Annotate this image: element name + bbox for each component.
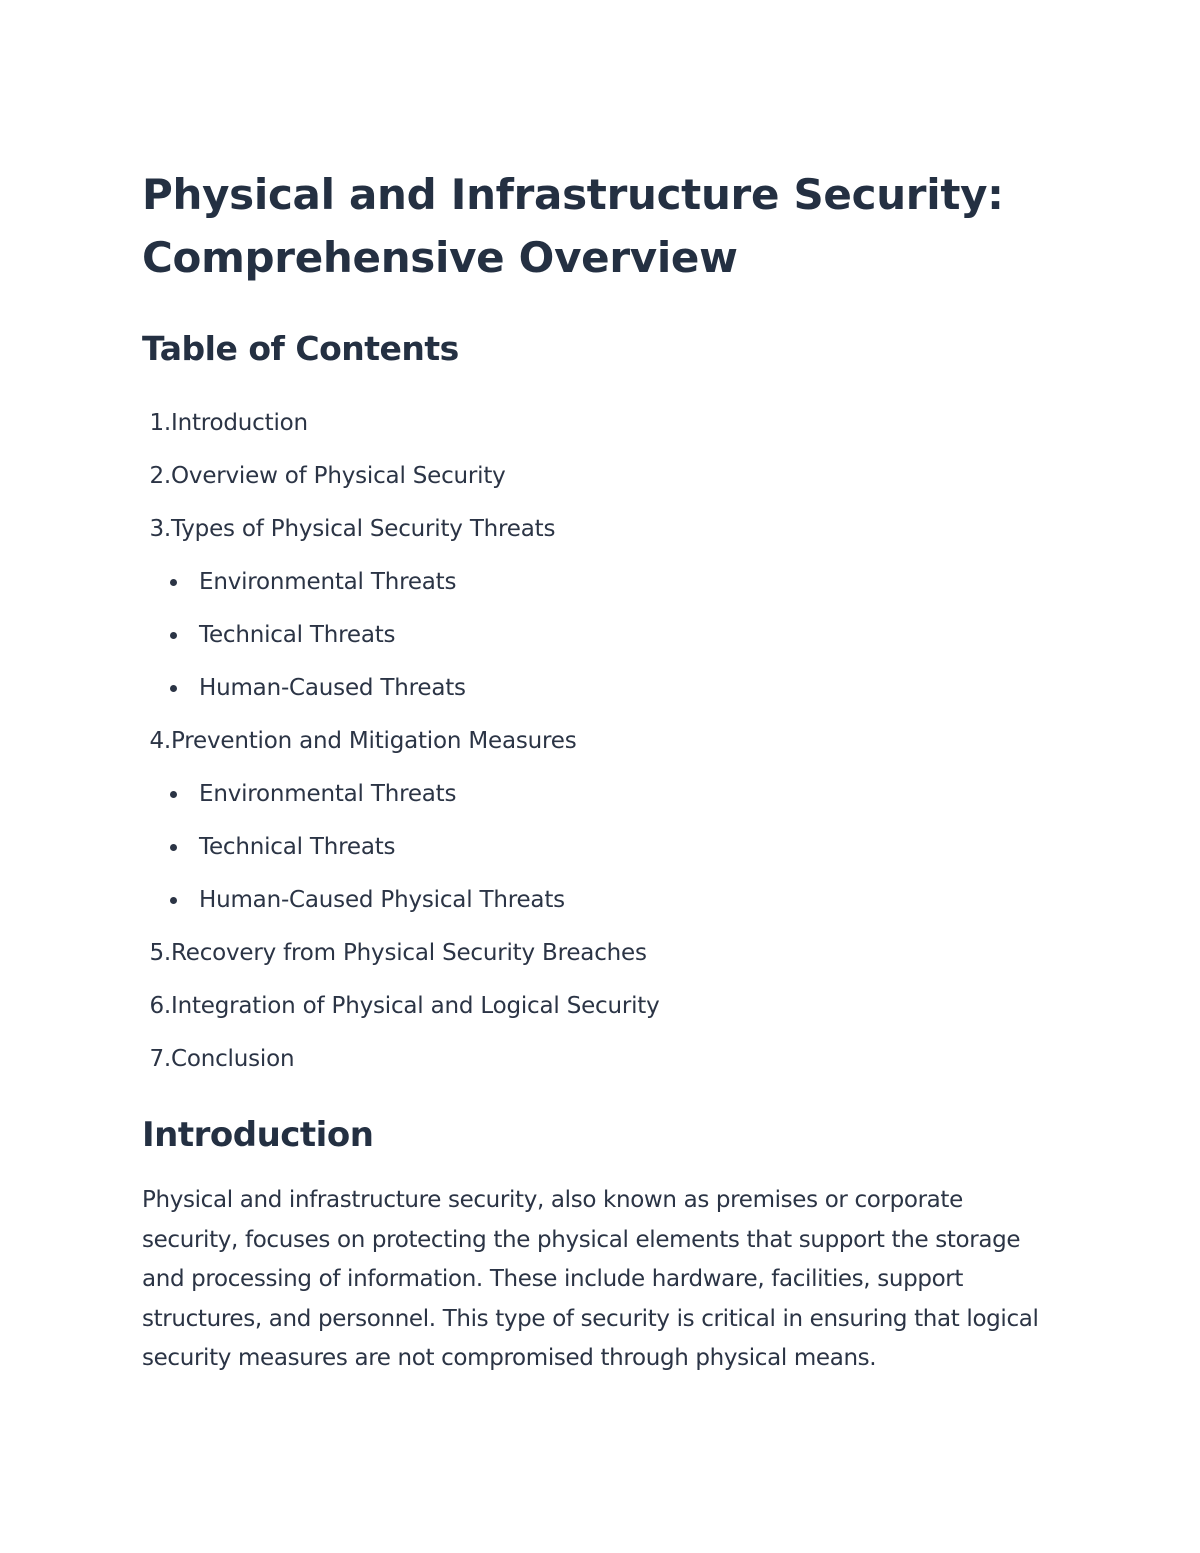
toc-item-number: 2. — [149, 463, 171, 489]
toc-item-label: Types of Physical Security Threats — [171, 516, 556, 542]
toc-item-threat-types[interactable] — [142, 503, 1062, 556]
toc-item-prevention[interactable] — [142, 715, 1062, 768]
toc-subitem-human-caused-physical-threats[interactable] — [142, 874, 1062, 927]
toc-item-number: 6. — [149, 993, 171, 1019]
toc-item-label: Technical Threats — [199, 622, 396, 648]
table-of-contents — [142, 397, 1062, 1086]
toc-item-introduction[interactable] — [142, 397, 1062, 450]
introduction-paragraph: Physical and infrastructure security, also known as premises or corporate security, focuses on protecting the physical elements that support the storage and processing of information. These include hardware, facilities, support structures, and personnel. This type of security is critical in ensuring that logical security measures are not compromised through physical means. — [142, 1187, 1039, 1372]
toc-item-label: Introduction — [171, 410, 308, 436]
toc-heading: Table of Contents — [142, 329, 459, 368]
toc-item-overview[interactable] — [142, 450, 1062, 503]
bullet-icon — [170, 844, 177, 851]
toc-item-number: 1. — [149, 410, 171, 436]
section-heading-introduction: Introduction — [142, 1115, 374, 1155]
toc-subitem-environmental-threats[interactable] — [142, 768, 1062, 821]
bullet-icon — [170, 897, 177, 904]
document-page — [142, 163, 1062, 1379]
toc-item-label: Environmental Threats — [199, 569, 457, 595]
bullet-icon — [170, 632, 177, 639]
toc-item-integration[interactable] — [142, 980, 1062, 1033]
bullet-icon — [170, 579, 177, 586]
toc-item-number: 4. — [149, 728, 171, 754]
toc-item-label: Conclusion — [171, 1046, 295, 1072]
toc-item-label: Environmental Threats — [199, 781, 457, 807]
toc-subitem-technical-threats[interactable] — [142, 609, 1062, 662]
toc-item-label: Overview of Physical Security — [171, 463, 506, 489]
toc-item-label: Technical Threats — [199, 834, 396, 860]
bullet-icon — [170, 685, 177, 692]
toc-subitem-environmental-threats[interactable] — [142, 556, 1062, 609]
toc-item-number: 7. — [149, 1046, 171, 1072]
toc-item-label: Integration of Physical and Logical Security — [171, 993, 660, 1019]
toc-item-number: 5. — [149, 940, 171, 966]
document-title: Physical and Infrastructure Security: Comprehensive Overview — [142, 170, 1004, 282]
toc-item-conclusion[interactable] — [142, 1033, 1062, 1086]
toc-item-label: Human-Caused Threats — [199, 675, 466, 701]
bullet-icon — [170, 791, 177, 798]
toc-subitem-technical-threats[interactable] — [142, 821, 1062, 874]
toc-item-label: Human-Caused Physical Threats — [199, 887, 565, 913]
toc-item-label: Prevention and Mitigation Measures — [171, 728, 577, 754]
toc-item-number: 3. — [149, 516, 171, 542]
toc-subitem-human-caused-threats[interactable] — [142, 662, 1062, 715]
toc-item-recovery[interactable] — [142, 927, 1062, 980]
toc-item-label: Recovery from Physical Security Breaches — [171, 940, 647, 966]
